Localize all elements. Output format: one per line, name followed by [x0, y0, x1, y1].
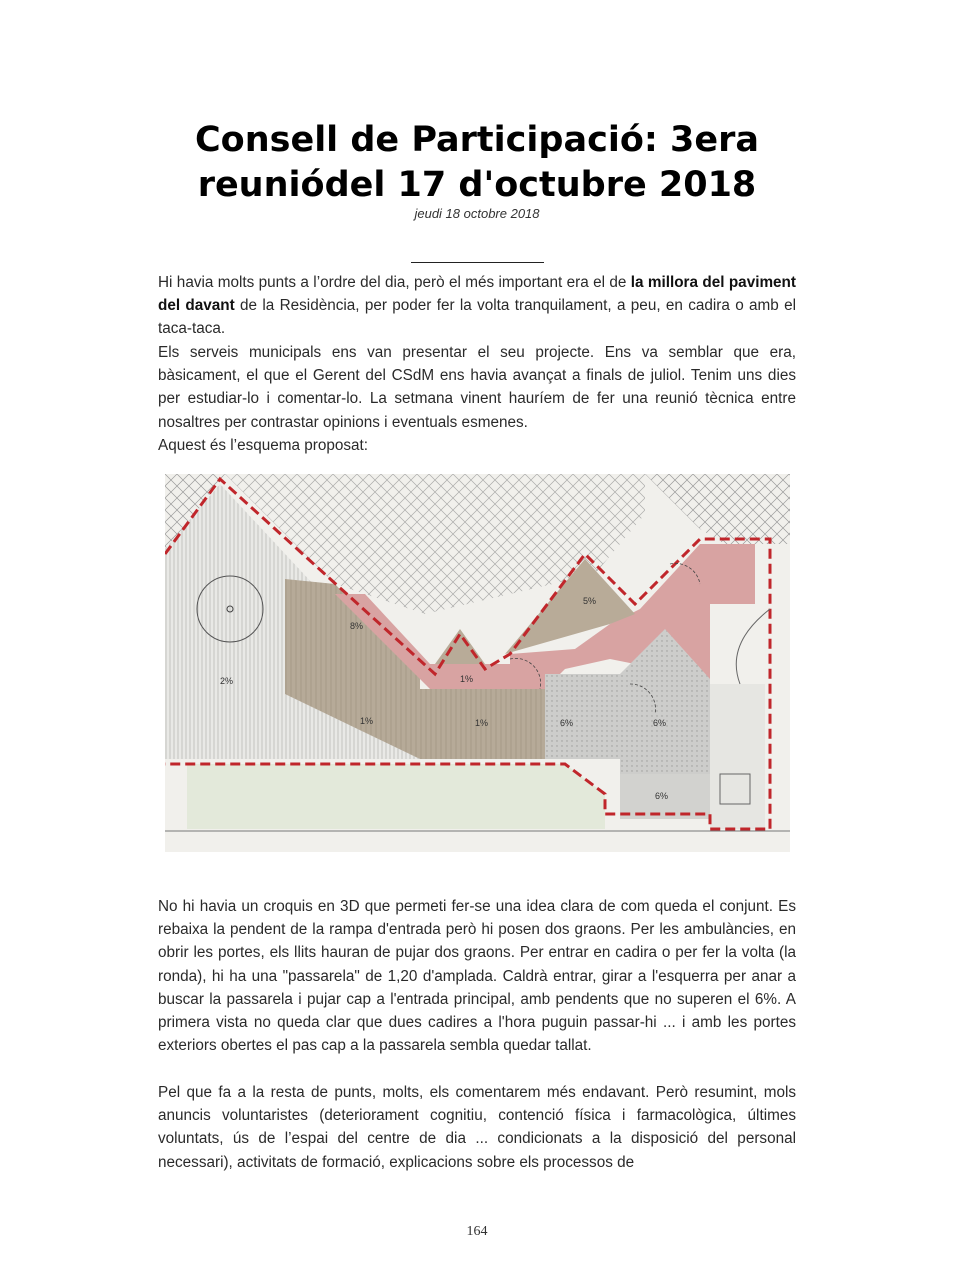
intro-text-end: de la Residència, per poder fer la volta tranquilament, a peu, en cadira o amb el taca-taca.	[158, 297, 797, 338]
intro-bold-text: la millora del paviment del davant	[158, 274, 796, 315]
paragraph-analysis: No hi havia un croquis en 3D que permeti fer-se una idea clara de com queda el conjunt. Es rebaixa la pendent de la rampa d'entrada però hi posen dos graons. Per les ambulàncies, en obrir les portes, els llits hauran de pujar dos graons. Per entrar en cadira o per fer la volta (la ronda), hi ha una "passarela" de 1,20 d'amplada. Caldrà entrar, girar a l'esquerra per anar a buscar la passarela i pujar cap a l'entrada principal, amb pendents que no superen el 6%. A primera vista no queda clar que dues cadires a l'hora puguin passar-hi ... i amb les portes exteriors obertes el pas cap a la passarela sembla quedar tallat.	[158, 898, 796, 1055]
page-number: 164	[466, 1224, 488, 1239]
slope-label-peak: 5%	[583, 596, 597, 606]
slope-label-diag: 8%	[350, 621, 364, 631]
slope-label-bottom: 6%	[655, 791, 669, 801]
paragraph-scheme-caption: Aquest és l’esquema proposat:	[158, 437, 369, 454]
intro-text-start: Hi havia molts punts a l’ordre del dia, però el més important era el de	[158, 274, 631, 291]
page-title: Consell de Participació: 3era reuniódel 17 d'octubre 2018	[194, 120, 760, 205]
paragraph-intro	[158, 271, 796, 341]
separator-line	[411, 262, 544, 263]
green-strip	[187, 764, 605, 829]
paragraph-project: Els serveis municipals ens van presentar el seu projecte. Ens va semblar que era, bàsicament, el que el Gerent del CSdM ens havia avançat a finals de juliol. Tenim uns dies per estudiar-lo i comentar-lo. La setmana vinent hauríem de fer una reunió tècnica entre nosaltres per contrastar opinions i eventuals esmenes.	[158, 344, 796, 431]
paragraph-summary: Pel que fa a la resta de punts, molts, els comentarem més endavant. Però resumint, mols anuncis voluntaristes (deteriorament cognitiu, contenció física i farmacològica, últimes voluntats, ús de l’espai del centre de dia ... condicionats a la disposició del personal necessari), activitats de formació, explicacions sobre els processos de	[158, 1084, 796, 1171]
slope-label-center: 6%	[560, 718, 574, 728]
site-plan-image	[165, 474, 790, 852]
slope-label-left: 2%	[220, 676, 234, 686]
grey-block-left	[545, 674, 620, 759]
right-area	[710, 684, 765, 829]
slope-label-pink: 1%	[460, 674, 474, 684]
slope-label-right: 6%	[653, 718, 667, 728]
slope-label-ramp: 1%	[475, 718, 489, 728]
slope-label-mid: 1%	[360, 716, 374, 726]
post-date: jeudi 18 octobre 2018	[414, 206, 540, 221]
